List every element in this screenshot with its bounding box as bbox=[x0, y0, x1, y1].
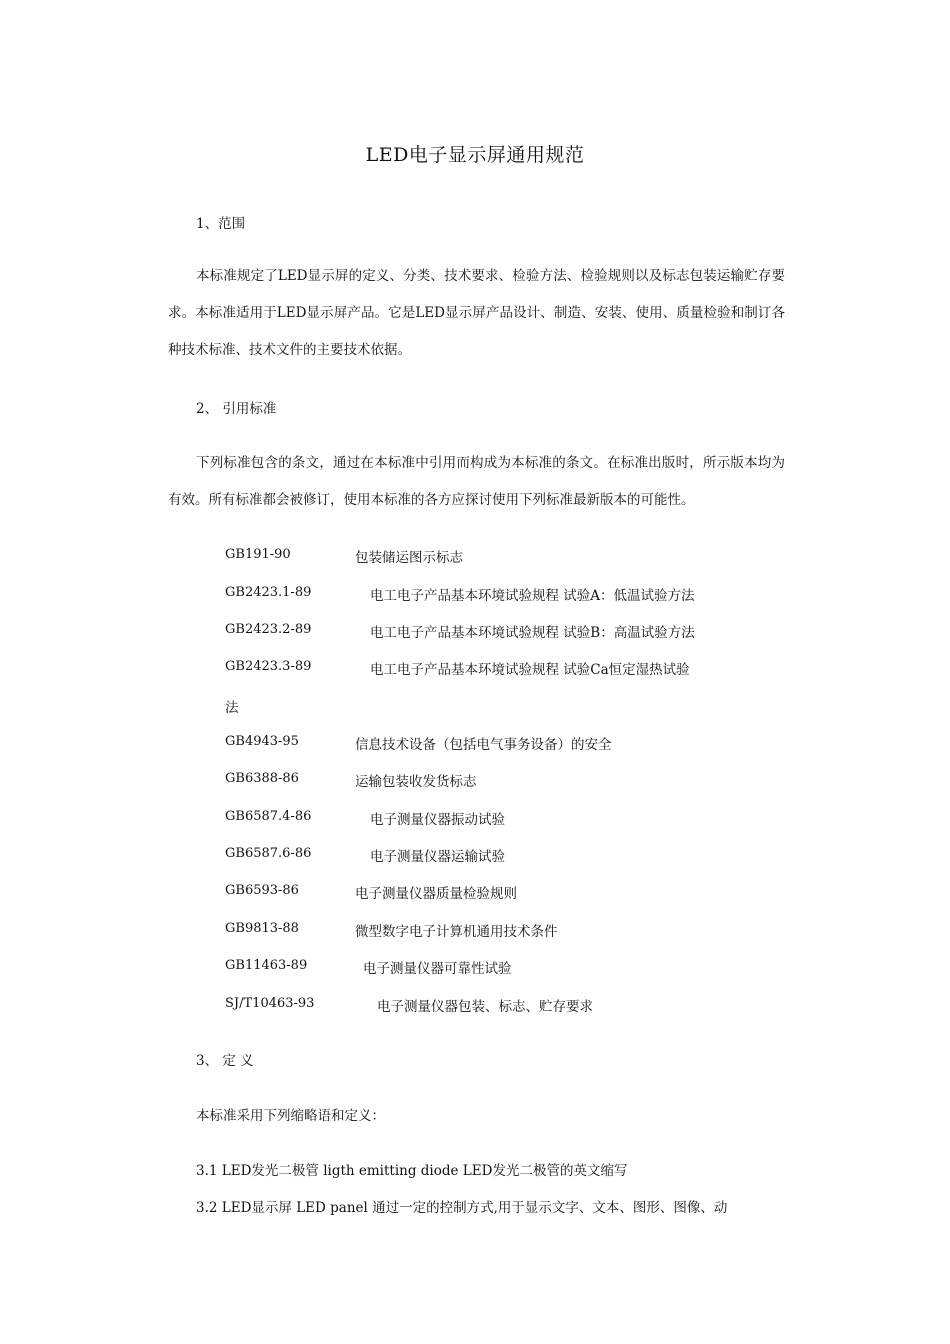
standard-code: SJ/T10463-93 bbox=[225, 996, 315, 1011]
standard-code: GB2423.2-89 bbox=[225, 622, 312, 637]
standard-title: 电子测量仪器可靠性试验 bbox=[363, 961, 512, 977]
section-3-heading: 3、 定 义 bbox=[196, 1053, 254, 1069]
standard-title: 电子测量仪器运输试验 bbox=[370, 849, 505, 865]
section-2-paragraph: 下列标准包含的条文，通过在本标准中引用而构成为本标准的条文。在标准出版时，所示版本均为有效。所有标准都会被修订，使用本标准的各方应探讨使用下列标准最新版本的可能性。 bbox=[168, 455, 785, 508]
standard-title: 电工电子产品基本环境试验规程 试验A：低温试验方法 bbox=[370, 588, 695, 604]
standard-title: 电工电子产品基本环境试验规程 试验B：高温试验方法 bbox=[370, 625, 695, 641]
document-title: LED电子显示屏通用规范 bbox=[365, 144, 585, 166]
standard-code: GB6593-86 bbox=[225, 883, 299, 898]
section-1-paragraph: 本标准规定了LED显示屏的定义、分类、技术要求、检验方法、检验规则以及标志包装运输贮存要求。本标准适用于LED显示屏产品。它是LED显示屏产品设计、制造、安装、使用、质量检验和制订各种技术标准、技术文件的主要技术依据。 bbox=[168, 268, 785, 358]
standard-code: GB11463-89 bbox=[225, 958, 308, 973]
standard-title: 微型数字电子计算机通用技术条件 bbox=[355, 924, 558, 940]
standard-wrap-text: 法 bbox=[225, 700, 239, 716]
standard-code: GB2423.3-89 bbox=[225, 659, 312, 674]
standard-title: 运输包装收发货标志 bbox=[355, 774, 477, 790]
section-2-heading: 2、 引用标准 bbox=[196, 401, 277, 417]
definition-3-1: 3.1 LED发光二极管 ligth emitting diode LED发光二极管的英文缩写 bbox=[196, 1163, 628, 1179]
standard-code: GB191-90 bbox=[225, 547, 291, 562]
standard-code: GB2423.1-89 bbox=[225, 585, 312, 600]
standard-title: 信息技术设备（包括电气事务设备）的安全 bbox=[355, 737, 612, 753]
standard-title: 电工电子产品基本环境试验规程 试验Ca恒定湿热试验 bbox=[370, 662, 690, 678]
section-3-intro: 本标准采用下列缩略语和定义： bbox=[196, 1108, 385, 1124]
standard-code: GB6388-86 bbox=[225, 771, 299, 786]
definition-3-2: 3.2 LED显示屏 LED panel 通过一定的控制方式,用于显示文字、文本、图形、图像、动 bbox=[196, 1200, 728, 1216]
standard-code: GB6587.4-86 bbox=[225, 809, 312, 824]
standard-title: 包装储运图示标志 bbox=[355, 550, 463, 566]
standard-code: GB6587.6-86 bbox=[225, 846, 312, 861]
standard-title: 电子测量仪器质量检验规则 bbox=[355, 886, 517, 902]
standard-title: 电子测量仪器包装、标志、贮存要求 bbox=[377, 999, 593, 1015]
standard-title: 电子测量仪器振动试验 bbox=[370, 812, 505, 828]
standard-code: GB9813-88 bbox=[225, 921, 299, 936]
section-1-heading: 1、范围 bbox=[196, 216, 246, 232]
standard-code: GB4943-95 bbox=[225, 734, 299, 749]
